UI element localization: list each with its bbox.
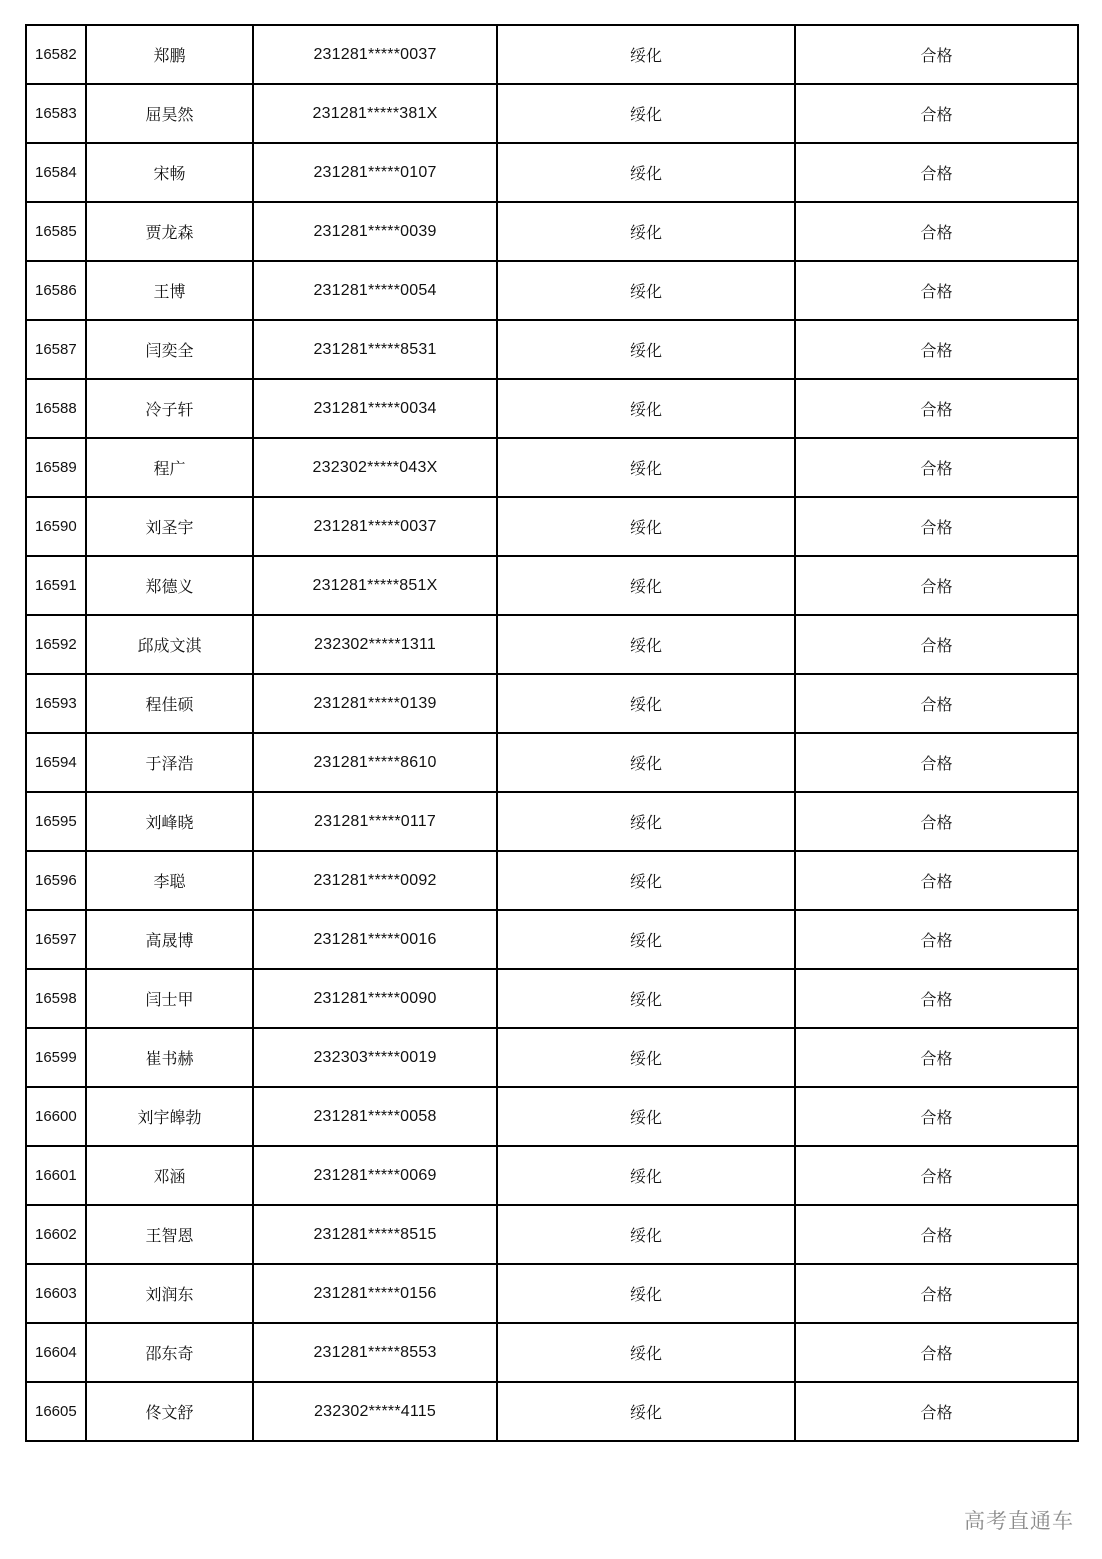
cell-result: 合格 [795, 1028, 1078, 1087]
cell-name: 屈昊然 [86, 84, 253, 143]
table-row [26, 261, 1078, 320]
cell-name: 邵东奇 [86, 1323, 253, 1382]
cell-id-number: 231281*****0037 [253, 25, 497, 84]
cell-seq-number: 16603 [26, 1264, 86, 1323]
cell-result: 合格 [795, 615, 1078, 674]
cell-region: 绥化 [497, 261, 795, 320]
roster-table [25, 24, 1079, 1442]
cell-seq-number: 16600 [26, 1087, 86, 1146]
cell-seq-number: 16605 [26, 1382, 86, 1441]
cell-id-number: 232302*****043X [253, 438, 497, 497]
table-row [26, 1087, 1078, 1146]
cell-id-number: 232303*****0019 [253, 1028, 497, 1087]
cell-seq-number: 16587 [26, 320, 86, 379]
cell-name: 李聪 [86, 851, 253, 910]
cell-id-number: 231281*****0090 [253, 969, 497, 1028]
cell-name: 刘宇皞勃 [86, 1087, 253, 1146]
cell-region: 绥化 [497, 556, 795, 615]
cell-seq-number: 16597 [26, 910, 86, 969]
cell-region: 绥化 [497, 910, 795, 969]
table-row [26, 438, 1078, 497]
cell-seq-number: 16592 [26, 615, 86, 674]
table-row [26, 1382, 1078, 1441]
cell-name: 崔书赫 [86, 1028, 253, 1087]
cell-id-number: 231281*****0037 [253, 497, 497, 556]
cell-result: 合格 [795, 1146, 1078, 1205]
cell-region: 绥化 [497, 1028, 795, 1087]
cell-name: 邱成文淇 [86, 615, 253, 674]
cell-region: 绥化 [497, 674, 795, 733]
cell-name: 郑鹏 [86, 25, 253, 84]
cell-result: 合格 [795, 497, 1078, 556]
table-row [26, 1028, 1078, 1087]
cell-name: 闫士甲 [86, 969, 253, 1028]
table-row [26, 615, 1078, 674]
cell-result: 合格 [795, 733, 1078, 792]
cell-region: 绥化 [497, 497, 795, 556]
cell-seq-number: 16594 [26, 733, 86, 792]
table-row [26, 733, 1078, 792]
cell-name: 冷子轩 [86, 379, 253, 438]
cell-name: 邓涵 [86, 1146, 253, 1205]
cell-result: 合格 [795, 910, 1078, 969]
cell-region: 绥化 [497, 1205, 795, 1264]
cell-id-number: 231281*****0039 [253, 202, 497, 261]
cell-region: 绥化 [497, 1264, 795, 1323]
table-row [26, 851, 1078, 910]
cell-result: 合格 [795, 438, 1078, 497]
table-row [26, 25, 1078, 84]
cell-name: 王智恩 [86, 1205, 253, 1264]
cell-id-number: 231281*****381X [253, 84, 497, 143]
cell-id-number: 231281*****8515 [253, 1205, 497, 1264]
cell-region: 绥化 [497, 733, 795, 792]
cell-seq-number: 16582 [26, 25, 86, 84]
table-row [26, 969, 1078, 1028]
table-row [26, 1205, 1078, 1264]
cell-seq-number: 16590 [26, 497, 86, 556]
cell-id-number: 231281*****8531 [253, 320, 497, 379]
cell-name: 郑德义 [86, 556, 253, 615]
table-row [26, 792, 1078, 851]
table-row [26, 143, 1078, 202]
cell-seq-number: 16596 [26, 851, 86, 910]
cell-seq-number: 16586 [26, 261, 86, 320]
cell-region: 绥化 [497, 84, 795, 143]
cell-result: 合格 [795, 674, 1078, 733]
cell-seq-number: 16598 [26, 969, 86, 1028]
table-row [26, 1323, 1078, 1382]
cell-name: 刘润东 [86, 1264, 253, 1323]
cell-name: 刘圣宇 [86, 497, 253, 556]
cell-id-number: 231281*****0054 [253, 261, 497, 320]
cell-result: 合格 [795, 1264, 1078, 1323]
cell-id-number: 232302*****4115 [253, 1382, 497, 1441]
cell-result: 合格 [795, 1323, 1078, 1382]
cell-name: 佟文舒 [86, 1382, 253, 1441]
cell-region: 绥化 [497, 1382, 795, 1441]
cell-seq-number: 16589 [26, 438, 86, 497]
table-row [26, 674, 1078, 733]
roster-table-container [25, 24, 1079, 1442]
cell-id-number: 231281*****0092 [253, 851, 497, 910]
cell-name: 程佳硕 [86, 674, 253, 733]
cell-seq-number: 16601 [26, 1146, 86, 1205]
cell-seq-number: 16588 [26, 379, 86, 438]
cell-region: 绥化 [497, 320, 795, 379]
cell-id-number: 231281*****0034 [253, 379, 497, 438]
table-row [26, 379, 1078, 438]
cell-result: 合格 [795, 143, 1078, 202]
table-row [26, 910, 1078, 969]
cell-id-number: 231281*****0139 [253, 674, 497, 733]
cell-id-number: 231281*****0117 [253, 792, 497, 851]
cell-region: 绥化 [497, 202, 795, 261]
cell-result: 合格 [795, 25, 1078, 84]
cell-region: 绥化 [497, 25, 795, 84]
cell-result: 合格 [795, 1087, 1078, 1146]
cell-name: 宋畅 [86, 143, 253, 202]
cell-name: 于泽浩 [86, 733, 253, 792]
cell-region: 绥化 [497, 792, 795, 851]
cell-seq-number: 16599 [26, 1028, 86, 1087]
cell-result: 合格 [795, 1382, 1078, 1441]
cell-id-number: 231281*****851X [253, 556, 497, 615]
cell-result: 合格 [795, 202, 1078, 261]
cell-name: 高晟博 [86, 910, 253, 969]
cell-result: 合格 [795, 1205, 1078, 1264]
cell-region: 绥化 [497, 1323, 795, 1382]
watermark-text: 高考直通车 [964, 1509, 1074, 1533]
cell-name: 闫奕全 [86, 320, 253, 379]
cell-id-number: 231281*****0156 [253, 1264, 497, 1323]
cell-region: 绥化 [497, 969, 795, 1028]
cell-region: 绥化 [497, 851, 795, 910]
cell-id-number: 232302*****1311 [253, 615, 497, 674]
table-row [26, 497, 1078, 556]
cell-region: 绥化 [497, 143, 795, 202]
roster-table-body [26, 25, 1078, 1441]
cell-region: 绥化 [497, 1087, 795, 1146]
cell-region: 绥化 [497, 615, 795, 674]
cell-result: 合格 [795, 84, 1078, 143]
cell-region: 绥化 [497, 438, 795, 497]
table-row [26, 1264, 1078, 1323]
cell-id-number: 231281*****0058 [253, 1087, 497, 1146]
cell-seq-number: 16595 [26, 792, 86, 851]
cell-seq-number: 16585 [26, 202, 86, 261]
cell-seq-number: 16584 [26, 143, 86, 202]
cell-name: 王博 [86, 261, 253, 320]
table-row [26, 202, 1078, 261]
cell-seq-number: 16591 [26, 556, 86, 615]
cell-seq-number: 16583 [26, 84, 86, 143]
table-row [26, 556, 1078, 615]
cell-id-number: 231281*****0016 [253, 910, 497, 969]
cell-id-number: 231281*****0069 [253, 1146, 497, 1205]
cell-result: 合格 [795, 261, 1078, 320]
cell-seq-number: 16602 [26, 1205, 86, 1264]
cell-name: 刘峰晓 [86, 792, 253, 851]
cell-result: 合格 [795, 379, 1078, 438]
cell-result: 合格 [795, 969, 1078, 1028]
cell-seq-number: 16593 [26, 674, 86, 733]
cell-seq-number: 16604 [26, 1323, 86, 1382]
cell-name: 贾龙森 [86, 202, 253, 261]
cell-result: 合格 [795, 792, 1078, 851]
cell-result: 合格 [795, 320, 1078, 379]
table-row [26, 1146, 1078, 1205]
table-row [26, 84, 1078, 143]
cell-name: 程广 [86, 438, 253, 497]
cell-id-number: 231281*****8610 [253, 733, 497, 792]
cell-result: 合格 [795, 851, 1078, 910]
cell-region: 绥化 [497, 1146, 795, 1205]
table-row [26, 320, 1078, 379]
cell-id-number: 231281*****8553 [253, 1323, 497, 1382]
cell-id-number: 231281*****0107 [253, 143, 497, 202]
cell-region: 绥化 [497, 379, 795, 438]
cell-result: 合格 [795, 556, 1078, 615]
